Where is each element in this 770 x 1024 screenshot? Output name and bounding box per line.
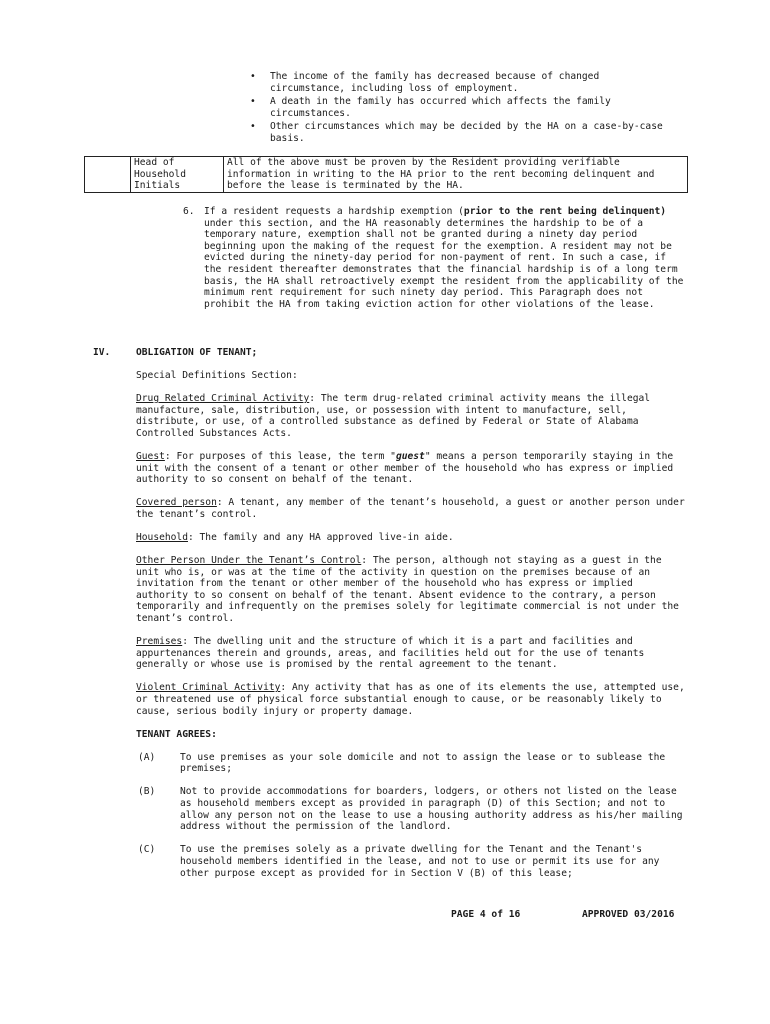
item-text-rest: under this section, and the HA reasonably determines the hardship to be of a temporary nature, exemption shall not be granted during a ninety day period beginning upon the making of the request for the exemption. A resident may not be evicted during the ninety-day period for non-payment of rent. In such a case, if the resident thereafter demonstrates that the financial hardship is of a long term basis, the HA shall retroactively exempt the resident from the applicability of the minimum rent requirement for such ninety day period. This Paragraph does not prohibit the HA from taking eviction action for other violations of the lease.	[204, 217, 684, 310]
definition-text: " means a person temporarily staying in the unit with the consent of a tenant or other member of the household who has express or implied authority to so consent on behalf of the tenant.	[136, 450, 674, 486]
definition-household	[136, 532, 686, 544]
definition-covered-person	[136, 497, 686, 520]
definition-drug-related	[136, 393, 686, 439]
hardship-bullet-list	[250, 71, 670, 147]
list-item	[250, 71, 670, 94]
bullet-icon: •	[250, 96, 256, 108]
bullet-text: The income of the family has decreased because of changed circumstance, including loss of employment.	[270, 71, 600, 94]
list-item	[136, 844, 686, 879]
initials-table	[84, 156, 688, 193]
approval-date: APPROVED 03/2016	[582, 909, 675, 920]
tenant-agrees-heading: TENANT AGREES:	[136, 728, 217, 740]
section-number: IV.	[93, 347, 111, 358]
list-item	[250, 96, 670, 119]
definition-text: : A tenant, any member of the tenant’s household, a guest or another person under the tenant’s control.	[136, 497, 685, 520]
agree-item-label: (A)	[138, 751, 156, 763]
definition-premises	[136, 636, 686, 671]
definition-term: Guest	[136, 450, 165, 462]
definition-text: : The family and any HA approved live-in aide.	[187, 531, 454, 543]
initials-blank-cell[interactable]	[85, 157, 131, 193]
definition-guest	[136, 451, 686, 486]
list-item	[136, 752, 686, 775]
agree-item-label: (C)	[138, 844, 156, 856]
bullet-icon: •	[250, 121, 256, 133]
definition-emphasis: guest	[395, 450, 425, 462]
definitions-body	[136, 370, 686, 891]
definition-term: Drug Related Criminal Activity	[136, 393, 310, 405]
definition-text: : For purposes of this lease, the term "	[164, 450, 396, 462]
definition-violent-criminal	[136, 682, 686, 717]
hardship-exemption-paragraph	[204, 206, 684, 310]
item-text-bold: prior to the rent being delinquent)	[463, 206, 667, 217]
definition-term: Covered person	[136, 497, 217, 509]
item-number: 6.	[183, 206, 195, 217]
bullet-icon: •	[250, 71, 256, 82]
agree-item-text: To use premises as your sole domicile and not to assign the lease or to sublease the premises;	[180, 751, 666, 775]
list-item	[250, 121, 670, 144]
initials-label: Head of Household Initials	[131, 157, 224, 193]
special-definitions-heading: Special Definitions Section:	[136, 370, 298, 381]
page-number: PAGE 4 of 16	[451, 909, 521, 920]
item-text-start: If a resident requests a hardship exemption (	[204, 206, 464, 217]
definition-text: : The person, although not staying as a guest in the unit who is, or was at the time of the activity in question on the premises because of an invitation from the tenant or other member of the household who has express or implied authority to so consent on behalf of the tenant. Absent evidence to the contrary, a person temporarily and infrequently on the premises solely for legitimate commercial is not under the tenant’s control.	[136, 555, 679, 624]
definition-term: Household	[136, 531, 188, 543]
definition-term: Other Person Under the Tenant’s Control	[136, 555, 362, 567]
definition-text: : The dwelling unit and the structure of which it is a part and facilities and appurtenances therein and grounds, areas, and facilities held out for the use of tenants generally or whose use is promised by the rental agreement to the tenant.	[136, 636, 645, 671]
definition-text: : Any activity that has as one of its elements the use, attempted use, or threatened use of physical force substantial enough to cause, or be reasonably likely to cause, serious bodily injury or property damage.	[136, 682, 685, 717]
definition-term: Premises	[136, 636, 183, 648]
agree-item-text: Not to provide accommodations for boarders, lodgers, or others not listed on the lease as household members except as provided in paragraph (D) of this Section; and not to allow any person not on the lease to use a housing authority address as his/her mailing address without the permission of the landlord.	[180, 786, 683, 833]
list-item	[136, 786, 686, 832]
agree-item-label: (B)	[138, 786, 156, 798]
definition-other-person	[136, 555, 686, 625]
definition-term: Violent Criminal Activity	[136, 682, 281, 694]
initials-notice-text: All of the above must be proven by the Resident providing verifiable information in writing to the HA prior to the rent becoming delinquent and before the lease is terminated by the HA.	[224, 157, 688, 193]
definition-text: : The term drug-related criminal activity means the illegal manufacture, sale, distribution, use, or possession with intent to manufacture, sell, distribute, or use, of a controlled substance as defined by Federal or State of Alabama Controlled Substances Acts.	[136, 393, 651, 439]
section-title: OBLIGATION OF TENANT;	[136, 347, 258, 358]
bullet-text: Other circumstances which may be decided by the HA on a case-by-case basis.	[270, 121, 663, 144]
bullet-text: A death in the family has occurred which affects the family circumstances.	[270, 96, 611, 119]
agree-item-text: To use the premises solely as a private dwelling for the Tenant and the Tenant's household members identified in the lease, and not to use or permit its use for any other purpose except as provided for in Section V (B) of this lease;	[180, 844, 660, 879]
